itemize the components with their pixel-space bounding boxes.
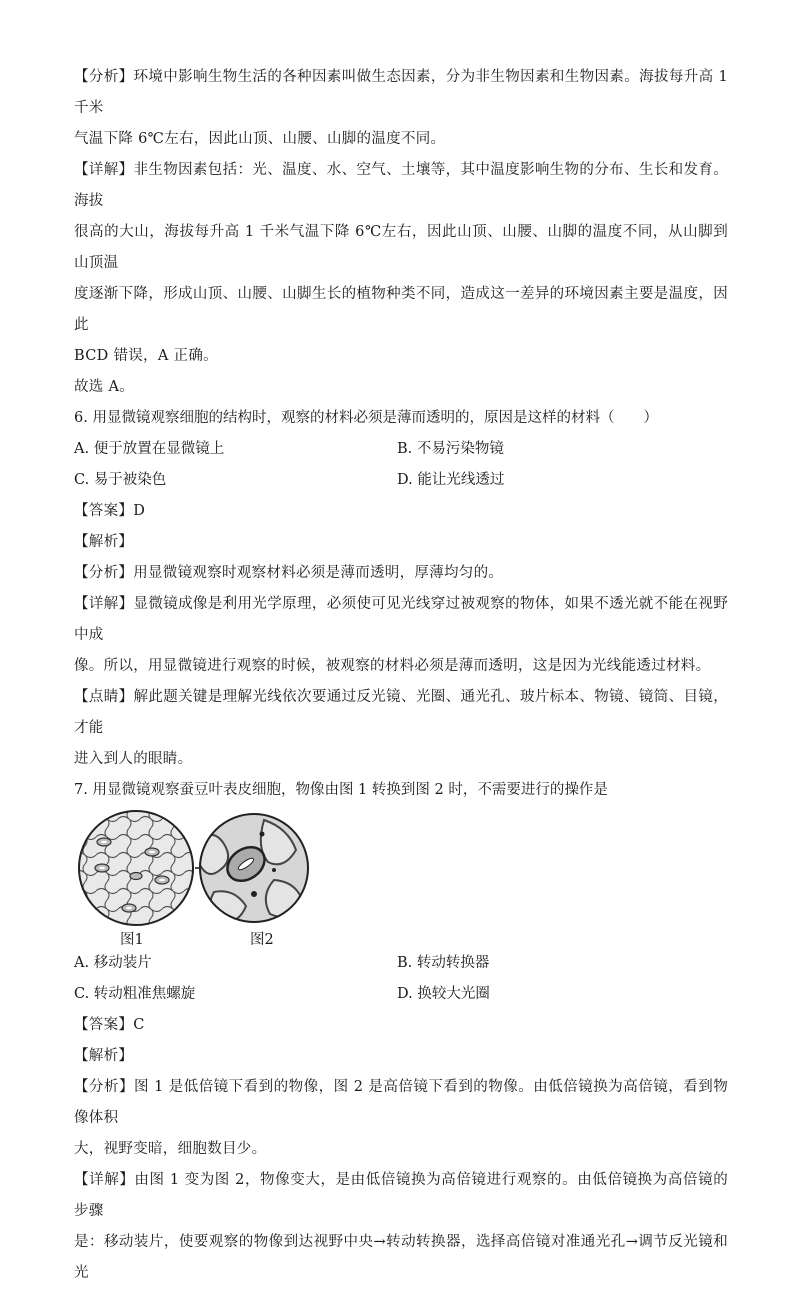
q7-options-row2 xyxy=(74,979,728,1010)
q5-explanation-line3: 度逐渐下降，形成山顶、山腰、山脚生长的植物种类不同，造成这一差异的环境因素主要是温度，因此 xyxy=(74,286,728,333)
analysis-tag: 【分析】 xyxy=(74,69,134,85)
q6-tip-line2: 进入到人的眼睛。 xyxy=(74,751,193,767)
q7-options-row1 xyxy=(74,948,728,979)
q7-answer xyxy=(74,1010,728,1041)
q7-question: 7. 用显微镜观察蚕豆叶表皮细胞，物像由图 1 转换到图 2 时，不需要进行的操作是 xyxy=(74,782,608,798)
document-page xyxy=(74,62,728,1289)
explanation-tag: 【详解】 xyxy=(74,596,134,612)
microscope-views-figure xyxy=(74,810,314,928)
q7-explanation-line2: 是：移动装片，使要观察的物像到达视野中央→转动转换器，选择高倍镜对准通光孔→调节反光镜和光 xyxy=(74,1234,728,1281)
q6-answer xyxy=(74,496,728,527)
q6-analysis xyxy=(74,558,728,589)
q7-option-b: B. 转动转换器 xyxy=(397,955,490,971)
q7-option-a: A. 移动装片 xyxy=(74,955,152,971)
figure2-caption: 图2 xyxy=(250,932,274,948)
q6-jiexi-tag: 【解析】 xyxy=(74,534,134,550)
answer-tag: 【答案】 xyxy=(74,503,134,519)
q7-option-d: D. 换较大光圈 xyxy=(397,986,490,1002)
low-power-view xyxy=(74,810,198,928)
explanation-line1: 显微镜成像是利用光学原理，必须使可见光线穿过被观察的物体，如果不透光就不能在视野中成 xyxy=(74,596,729,643)
q6-option-c: C. 易于被染色 xyxy=(74,472,167,488)
q6-options-row1 xyxy=(74,434,728,465)
answer-value: D xyxy=(133,503,146,519)
q6-explanation-line2: 像。所以，用显微镜进行观察的时候，被观察的材料必须是薄而透明，这是因为光线能透过材料。 xyxy=(74,658,711,674)
q7-option-c: C. 转动粗准焦螺旋 xyxy=(74,986,196,1002)
tip-line1: 解此题关键是理解光线依次要通过反光镜、光圈、通光孔、玻片标本、物镜、镜筒、目镜，才能 xyxy=(74,689,729,736)
q7-analysis-line2: 大，视野变暗，细胞数目少。 xyxy=(74,1141,267,1157)
explanation-tag: 【详解】 xyxy=(74,162,134,178)
q6-option-b: B. 不易污染物镜 xyxy=(397,441,504,457)
q7-jiexi-tag: 【解析】 xyxy=(74,1048,134,1064)
figure1-caption: 图1 xyxy=(120,932,144,948)
q5-explanation-paragraph xyxy=(74,155,728,217)
q5-analysis-paragraph xyxy=(74,62,728,124)
answer-value: C xyxy=(133,1017,145,1033)
q6-option-d: D. 能让光线透过 xyxy=(397,472,505,488)
analysis-text: 用显微镜观察时观察材料必须是薄而透明，厚薄均匀的。 xyxy=(133,565,504,581)
q5-conclusion: 故选 A。 xyxy=(74,379,135,395)
q5-analysis-line2: 气温下降 6℃左右，因此山顶、山腰、山脚的温度不同。 xyxy=(74,131,446,147)
q6-question: 6. 用显微镜观察细胞的结构时，观察的材料必须是薄而透明的，原因是这样的材料（ ） xyxy=(74,410,658,426)
tip-tag: 【点睛】 xyxy=(74,689,134,705)
q5-explanation-line2: 很高的大山，海拔每升高 1 千米气温下降 6℃左右，因此山顶、山腰、山脚的温度不同，从山脚到山顶温 xyxy=(74,224,728,271)
explanation-line1: 由图 1 变为图 2，物像变大，是由低倍镜换为高倍镜进行观察的。由低倍镜换为高倍镜的步骤 xyxy=(74,1172,728,1219)
answer-tag: 【答案】 xyxy=(74,1017,134,1033)
q6-explanation xyxy=(74,589,728,651)
explanation-line1: 非生物因素包括：光、温度、水、空气、土壤等，其中温度影响生物的分布、生长和发育。海拔 xyxy=(74,162,729,209)
high-power-view xyxy=(194,810,314,928)
analysis-tag: 【分析】 xyxy=(74,1079,134,1095)
q5-explanation-line4: BCD 错误，A 正确。 xyxy=(74,348,218,364)
explanation-tag: 【详解】 xyxy=(74,1172,135,1188)
analysis-text-line1: 环境中影响生物生活的各种因素叫做生态因素，分为非生物因素和生物因素。海拔每升高 1 千米 xyxy=(74,69,728,116)
q6-option-a: A. 便于放置在显微镜上 xyxy=(74,441,225,457)
q6-options-row2 xyxy=(74,465,728,496)
q7-analysis xyxy=(74,1072,728,1134)
analysis-line1: 图 1 是低倍镜下看到的物像，图 2 是高倍镜下看到的物像。由低倍镜换为高倍镜，看到物像体积 xyxy=(74,1079,728,1126)
q7-explanation xyxy=(74,1165,728,1227)
analysis-tag: 【分析】 xyxy=(74,565,134,581)
q6-tip xyxy=(74,682,728,744)
q7-figure xyxy=(74,808,728,948)
